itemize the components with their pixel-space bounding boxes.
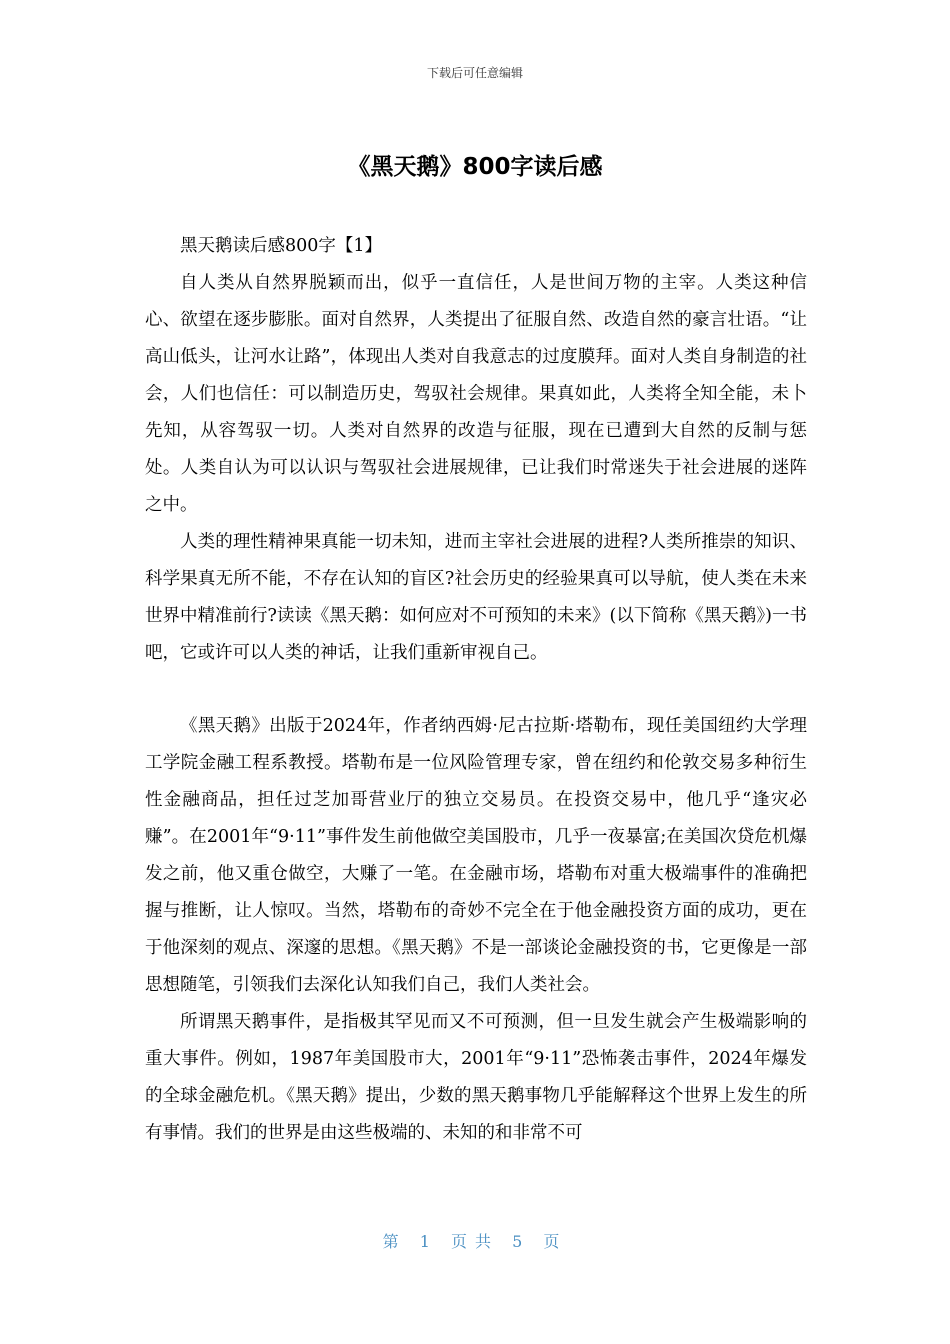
document-title: 《黑天鹅》800字读后感 — [347, 154, 603, 180]
page-header: 下载后可任意编辑 — [426, 66, 523, 80]
paragraph: 人类的理性精神果真能一切未知，进而主宰社会进展的进程?人类所推崇的知识、科学果真无所不能，不存在认知的盲区?社会历史的经验果真可以导航，使人类在未来世界中精准前行?读读《黑天鹅：如何应对不可预知的未来》(以下简称《黑天鹅》)一书吧，它或许可以人类的神话，让我们重新审视自己。 — [145, 532, 807, 663]
paragraph: 自人类从自然界脱颖而出，似乎一直信任，人是世间万物的主宰。人类这种信心、欲望在逐步膨胀。面对自然界，人类提出了征服自然、改造自然的豪言壮语。“让高山低头，让河水让路”，体现出人类对自我意志的过度膜拜。面对人类自身制造的社会，人们也信任：可以制造历史，驾驭社会规律。果真如此，人类将全知全能，未卜先知，从容驾驭一切。人类对自然界的改造与征服，现在已遭到大自然的反制与惩处。人类自认为可以认识与驾驭社会进展规律，已让我们时常迷失于社会进展的迷阵之中。 — [145, 273, 807, 515]
page-footer: 第 1 页共 5 页 — [382, 1232, 568, 1251]
paragraph: 《黑天鹅》出版于2024年，作者纳西姆·尼古拉斯·塔勒布，现任美国纽约大学理工学院金融工程系教授。塔勒布是一位风险管理专家，曾在纽约和伦敦交易多种衍生性金融商品，担任过芝加哥营业厅的独立交易员。在投资交易中，他几乎“逢灾必赚”。在2001年“9·11”事件发生前他做空美国股市，几乎一夜暴富;在美国次贷危机爆发之前，他又重仓做空，大赚了一笔。在金融市场，塔勒布对重大极端事件的准确把握与推断，让人惊叹。当然，塔勒布的奇妙不完全在于他金融投资方面的成功，更在于他深刻的观点、深邃的思想。《黑天鹅》不是一部谈论金融投资的书，它更像是一部思想随笔，引领我们去深化认知我们自己，我们人类社会。 — [145, 716, 807, 995]
paragraph: 所谓黑天鹅事件，是指极其罕见而又不可预测，但一旦发生就会产生极端影响的重大事件。例如，1987年美国股市大，2001年“9·11”恐怖袭击事件，2024年爆发的全球金融危机。《黑天鹅》提出，少数的黑天鹅事物几乎能解释这个世界上发生的所有事情。我们的世界是由这些极端的、未知的和非常不可 — [145, 1012, 807, 1143]
section-heading: 黑天鹅读后感800字【1】 — [180, 236, 383, 256]
document-body — [145, 228, 807, 1152]
